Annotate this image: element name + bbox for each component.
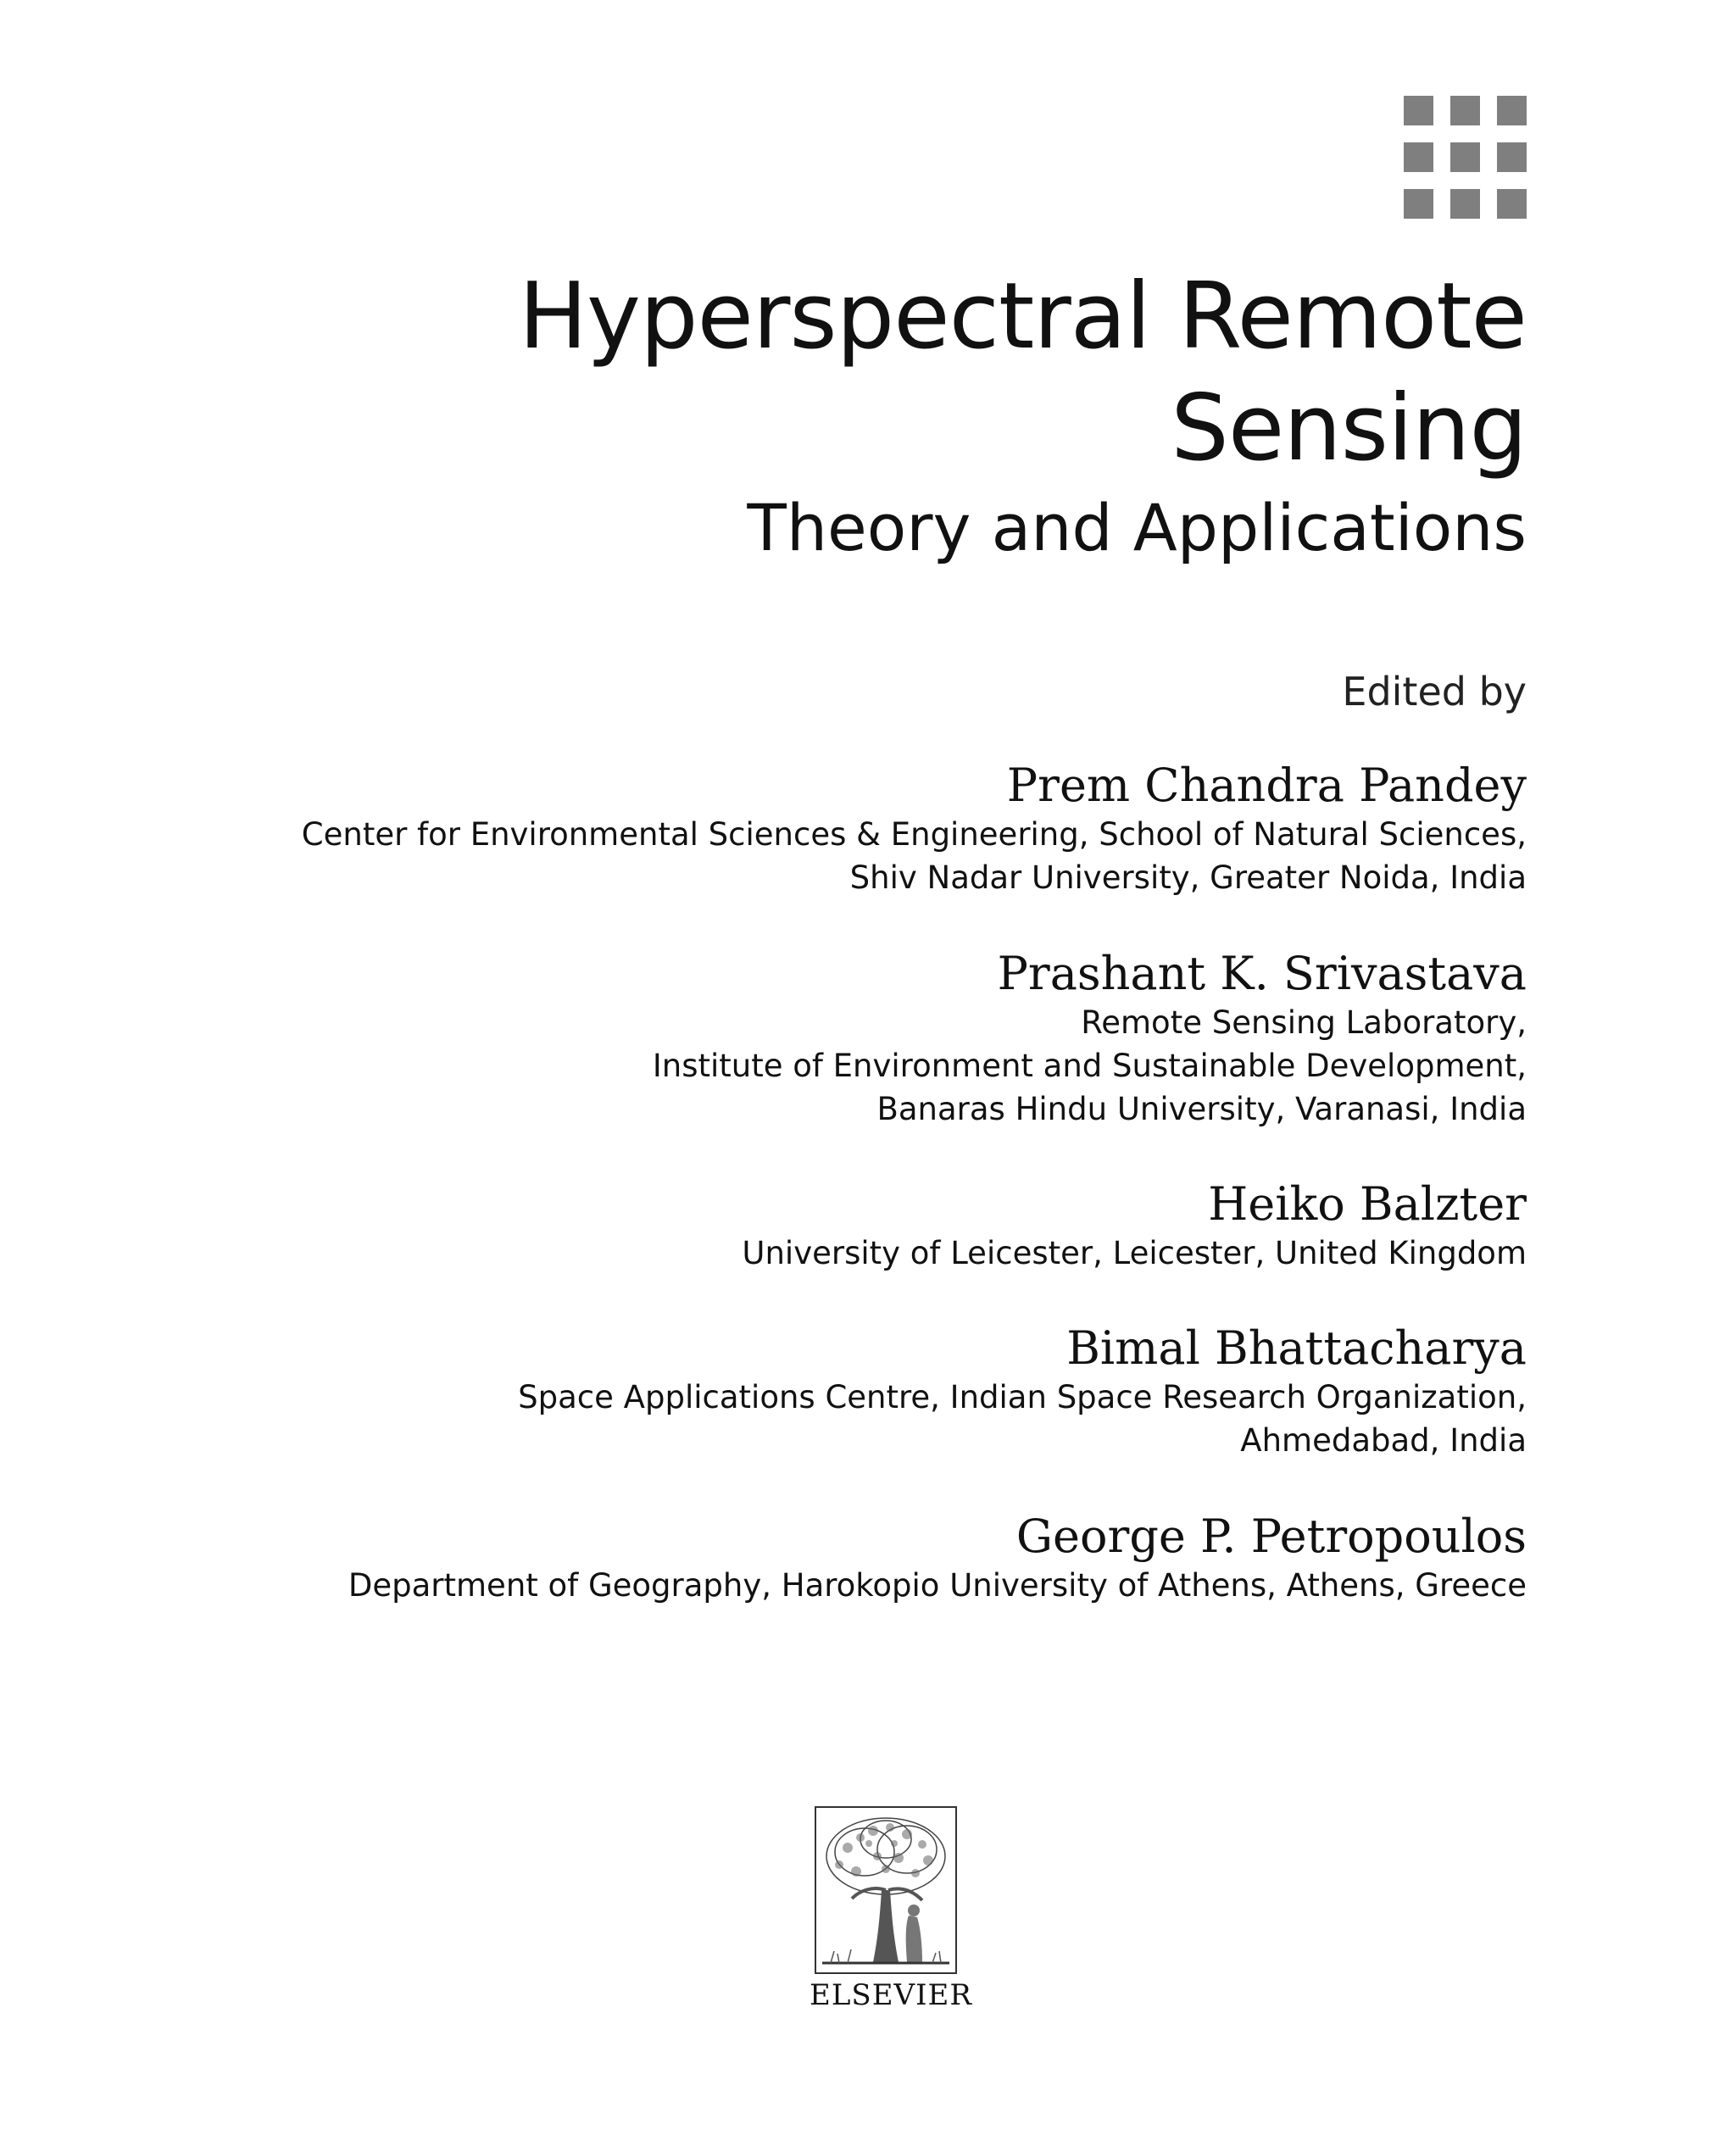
- editor-affiliation-line: Remote Sensing Laboratory,: [1081, 1004, 1527, 1041]
- editor-affiliation-line: Institute of Environment and Sustainable Development,: [652, 1048, 1527, 1084]
- editor-affiliation-line: University of Leicester, Leicester, United Kingdom: [742, 1235, 1527, 1271]
- editor-affiliation-line: Ahmedabad, India: [1240, 1422, 1527, 1459]
- publisher-logo: [810, 1805, 972, 2012]
- grid-square: [1497, 142, 1527, 172]
- book-subtitle: Theory and Applications: [747, 490, 1527, 565]
- editor-name: Prashant K. Srivastava: [997, 947, 1527, 1000]
- editor-entry: [653, 947, 1527, 1131]
- editor-affiliation-line: Banaras Hindu University, Varanasi, India: [876, 1091, 1527, 1127]
- grid-square: [1497, 189, 1527, 219]
- decorative-square-grid: [1404, 96, 1527, 219]
- editor-entry: [348, 1510, 1527, 1607]
- edited-by-label: Edited by: [1342, 669, 1527, 715]
- editor-name: George P. Petropoulos: [1015, 1510, 1527, 1563]
- book-title-line-2: Sensing: [1171, 375, 1527, 481]
- grid-square: [1450, 142, 1480, 172]
- editor-entry: [518, 1321, 1527, 1462]
- editor-name: Prem Chandra Pandey: [1006, 759, 1527, 812]
- editor-affiliation-line: Department of Geography, Harokopio University of Athens, Athens, Greece: [348, 1567, 1527, 1604]
- editor-affiliation-line: Center for Environmental Sciences & Engineering, School of Natural Sciences,: [301, 816, 1527, 853]
- tree-logo-icon: [814, 1805, 958, 1975]
- editor-entry: [742, 1177, 1527, 1275]
- book-title: [519, 261, 1527, 485]
- editor-affiliation-line: Shiv Nadar University, Greater Noida, India: [849, 859, 1527, 896]
- editor-name: Heiko Balzter: [1208, 1177, 1527, 1231]
- editor-name: Bimal Bhattacharya: [1066, 1321, 1527, 1375]
- editor-affiliation-line: Space Applications Centre, Indian Space Research Organization,: [518, 1379, 1527, 1415]
- grid-square: [1404, 142, 1433, 172]
- publisher-name: ELSEVIER: [810, 1978, 972, 2012]
- book-title-line-1: Hyperspectral Remote: [518, 264, 1527, 370]
- grid-square: [1450, 96, 1480, 125]
- grid-square: [1404, 96, 1433, 125]
- grid-square: [1497, 96, 1527, 125]
- grid-square: [1450, 189, 1480, 219]
- editor-entry: [302, 759, 1527, 899]
- grid-square: [1404, 189, 1433, 219]
